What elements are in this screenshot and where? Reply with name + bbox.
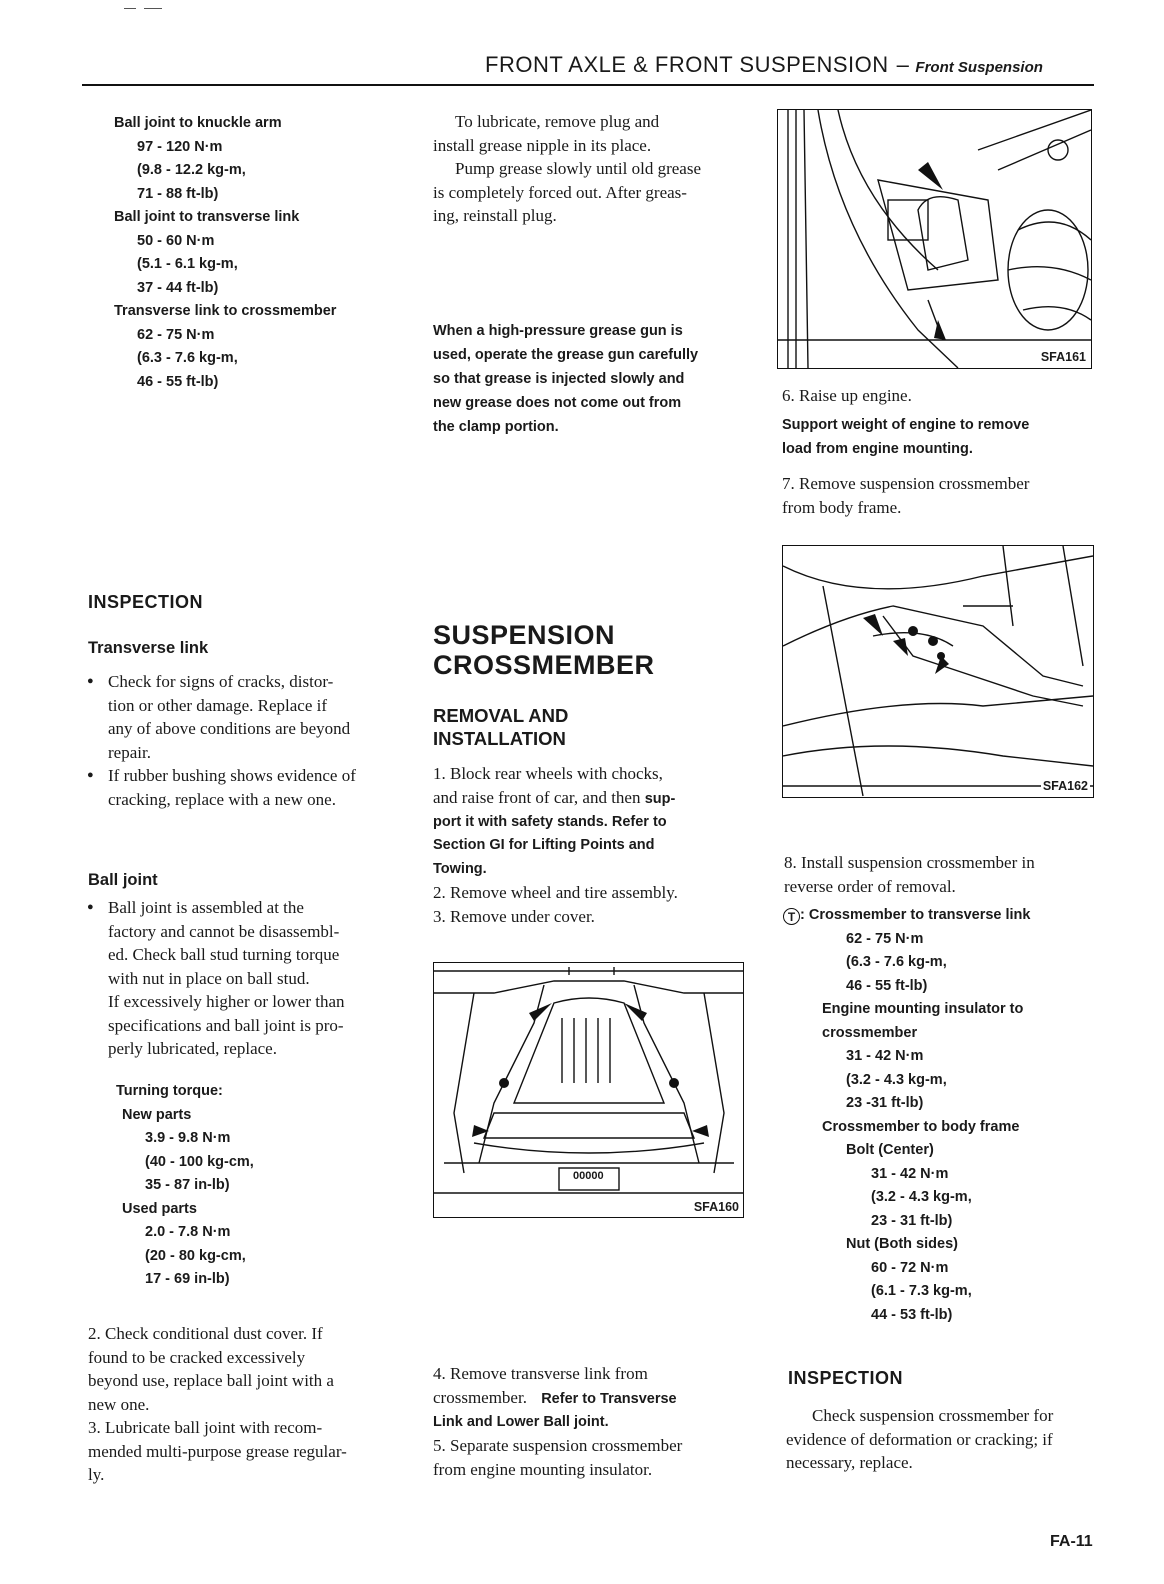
spec-value: (9.8 - 12.2 kg-m, [137,162,246,178]
header-title: FRONT AXLE & FRONT SUSPENSION [485,52,889,77]
ball-joint-heading: Ball joint [88,871,158,889]
ball-joint-bullet [86,896,394,1061]
grease-gun-caution: When a high-pressure grease gun is used, operate the grease gun carefully so that grease is injected slowly and new grease does not come out from the clamp portion. [433,323,699,435]
spec-value: (6.1 - 7.3 kg-m, [871,1283,972,1299]
step-3-left: 3. Lubricate ball joint with recom- mended multi-purpose grease regular- ly. [88,1418,347,1484]
header-rule [82,84,1094,86]
spec-value: (5.1 - 6.1 kg-m, [137,256,238,272]
spec-value: (40 - 100 kg-cm, [145,1153,254,1170]
spec-value: 3.9 - 9.8 N·m [145,1130,231,1146]
spec-value: (6.3 - 7.6 kg-m, [846,954,947,970]
header-separator: – [896,52,910,77]
inspection-heading-right: INSPECTION [788,1368,904,1388]
step-8: 8. Install suspension crossmember in reverse order of removal. [784,853,1035,896]
page-number: FA-11 [1050,1533,1093,1550]
spec-value: 44 - 53 ft-lb) [871,1306,953,1323]
spec-label: Turning torque: [116,1083,223,1099]
list-item: ● If rubber bushing shows evidence of cracking, replace with a new one. [86,764,394,811]
removal-steps-4-5: 4. Remove transverse link from crossmember. Refer to Transverse Link and Lower Ball joint. 5. Separate suspension crossmember from engine mounting insulator. [433,1364,683,1479]
spec-value: 46 - 55 ft-lb) [137,373,219,390]
spec-label: Bolt (Center) [846,1142,934,1158]
figure-sfa160 [433,962,744,1218]
spec-value: 37 - 44 ft-lb) [137,279,219,296]
section-title: SUSPENSION CROSSMEMBER [433,620,655,680]
inspection-heading-left: INSPECTION [88,592,204,612]
header-subtitle: Front Suspension [915,59,1043,76]
lubricate-paragraph: To lubricate, remove plug and install grease nipple in its place. Pump grease slowly until old grease is completely forced out. After greas- ing, reinstall plug. [433,112,701,225]
figure-label: SFA162 [1042,779,1088,793]
step-6: 6. Raise up engine. [782,386,912,405]
spec-value: 17 - 69 in-lb) [145,1271,230,1287]
spec-value: (20 - 80 kg-cm, [145,1247,246,1264]
page-header [485,52,1095,78]
spec-value: 71 - 88 ft-lb) [137,185,219,202]
spec-label: Nut (Both sides) [846,1236,958,1252]
spec-value: 60 - 72 N·m [871,1259,949,1276]
torque-spec-block-left [114,112,414,394]
spec-label: Engine mounting insulator to [822,1001,1024,1017]
spec-value: 23 -31 ft-lb) [846,1095,924,1111]
spec-label: Ball joint to transverse link [114,209,300,225]
spec-value: 35 - 87 in-lb) [145,1177,230,1193]
figure-sfa161 [777,109,1092,369]
list-item: ● Check for signs of cracks, distor- tion or other damage. Replace if any of above conditions are beyond repair. [86,670,394,764]
figure-label: SFA161 [1040,350,1086,364]
spec-label: Used parts [122,1200,197,1217]
step-2-left: 2. Check conditional dust cover. If found to be cracked excessively beyond use, replace ball joint with a new one. [88,1324,334,1414]
spec-value: (6.3 - 7.6 kg-m, [137,350,238,366]
engine-mount-illustration [778,110,1091,368]
spec-value: 31 - 42 N·m [871,1165,949,1182]
figure-sfa162 [782,545,1094,798]
top-corner-marks [124,8,164,10]
spec-label: Transverse link to crossmember [114,303,337,319]
step-6-note: Support weight of engine to remove load from engine mounting. [782,417,1030,457]
subsection-title: REMOVAL AND INSTALLATION [433,705,569,749]
spec-label: Crossmember to body frame [822,1118,1020,1135]
spec-value: 50 - 60 N·m [137,232,215,249]
spec-label: Ball joint to knuckle arm [114,115,282,131]
crossmember-inspection-text: Check suspension crossmember for evidence of deformation or cracking; if necessary, replace. [786,1406,1054,1472]
bolt-markings: 00000 [573,1170,604,1182]
removal-steps-1-3: 1. Block rear wheels with chocks, and raise front of car, and then sup- port it with safety stands. Refer to Section GI for Lifting Points and Towing. 2. Remove wheel and tire assembly. 3. Remove under cover. [433,764,678,926]
figure-label: SFA160 [693,1200,739,1214]
spec-label: New parts [122,1106,192,1123]
spec-value: (3.2 - 4.3 kg-m, [846,1071,947,1088]
turning-torque-block [116,1080,376,1292]
torque-symbol-icon: T [783,908,800,925]
spec-value: 23 - 31 ft-lb) [871,1212,953,1229]
crossmember-frame-illustration [783,546,1093,797]
spec-label: T : Crossmember to transverse link [783,904,1093,928]
list-item: ● Ball joint is assembled at the factory and cannot be disassembl- ed. Check ball stud turning torque with nut in place on ball stud. If excessively higher or lower than specifications and ball joint is pro- perly lubricated, replace. [86,896,394,1061]
spec-value: 62 - 75 N·m [137,326,215,343]
spec-value: 46 - 55 ft-lb) [846,977,928,994]
transverse-link-bullets [86,670,394,811]
transverse-link-heading: Transverse link [88,639,209,657]
spec-value: 97 - 120 N·m [137,138,223,155]
spec-label: crossmember [822,1024,918,1041]
spec-value: (3.2 - 4.3 kg-m, [871,1189,972,1205]
torque-spec-block-right [783,904,1093,1327]
spec-value: 62 - 75 N·m [846,930,924,947]
step-7: 7. Remove suspension crossmember from body frame. [782,474,1030,517]
spec-value: 2.0 - 7.8 N·m [145,1224,231,1240]
spec-value: 31 - 42 N·m [846,1048,924,1064]
